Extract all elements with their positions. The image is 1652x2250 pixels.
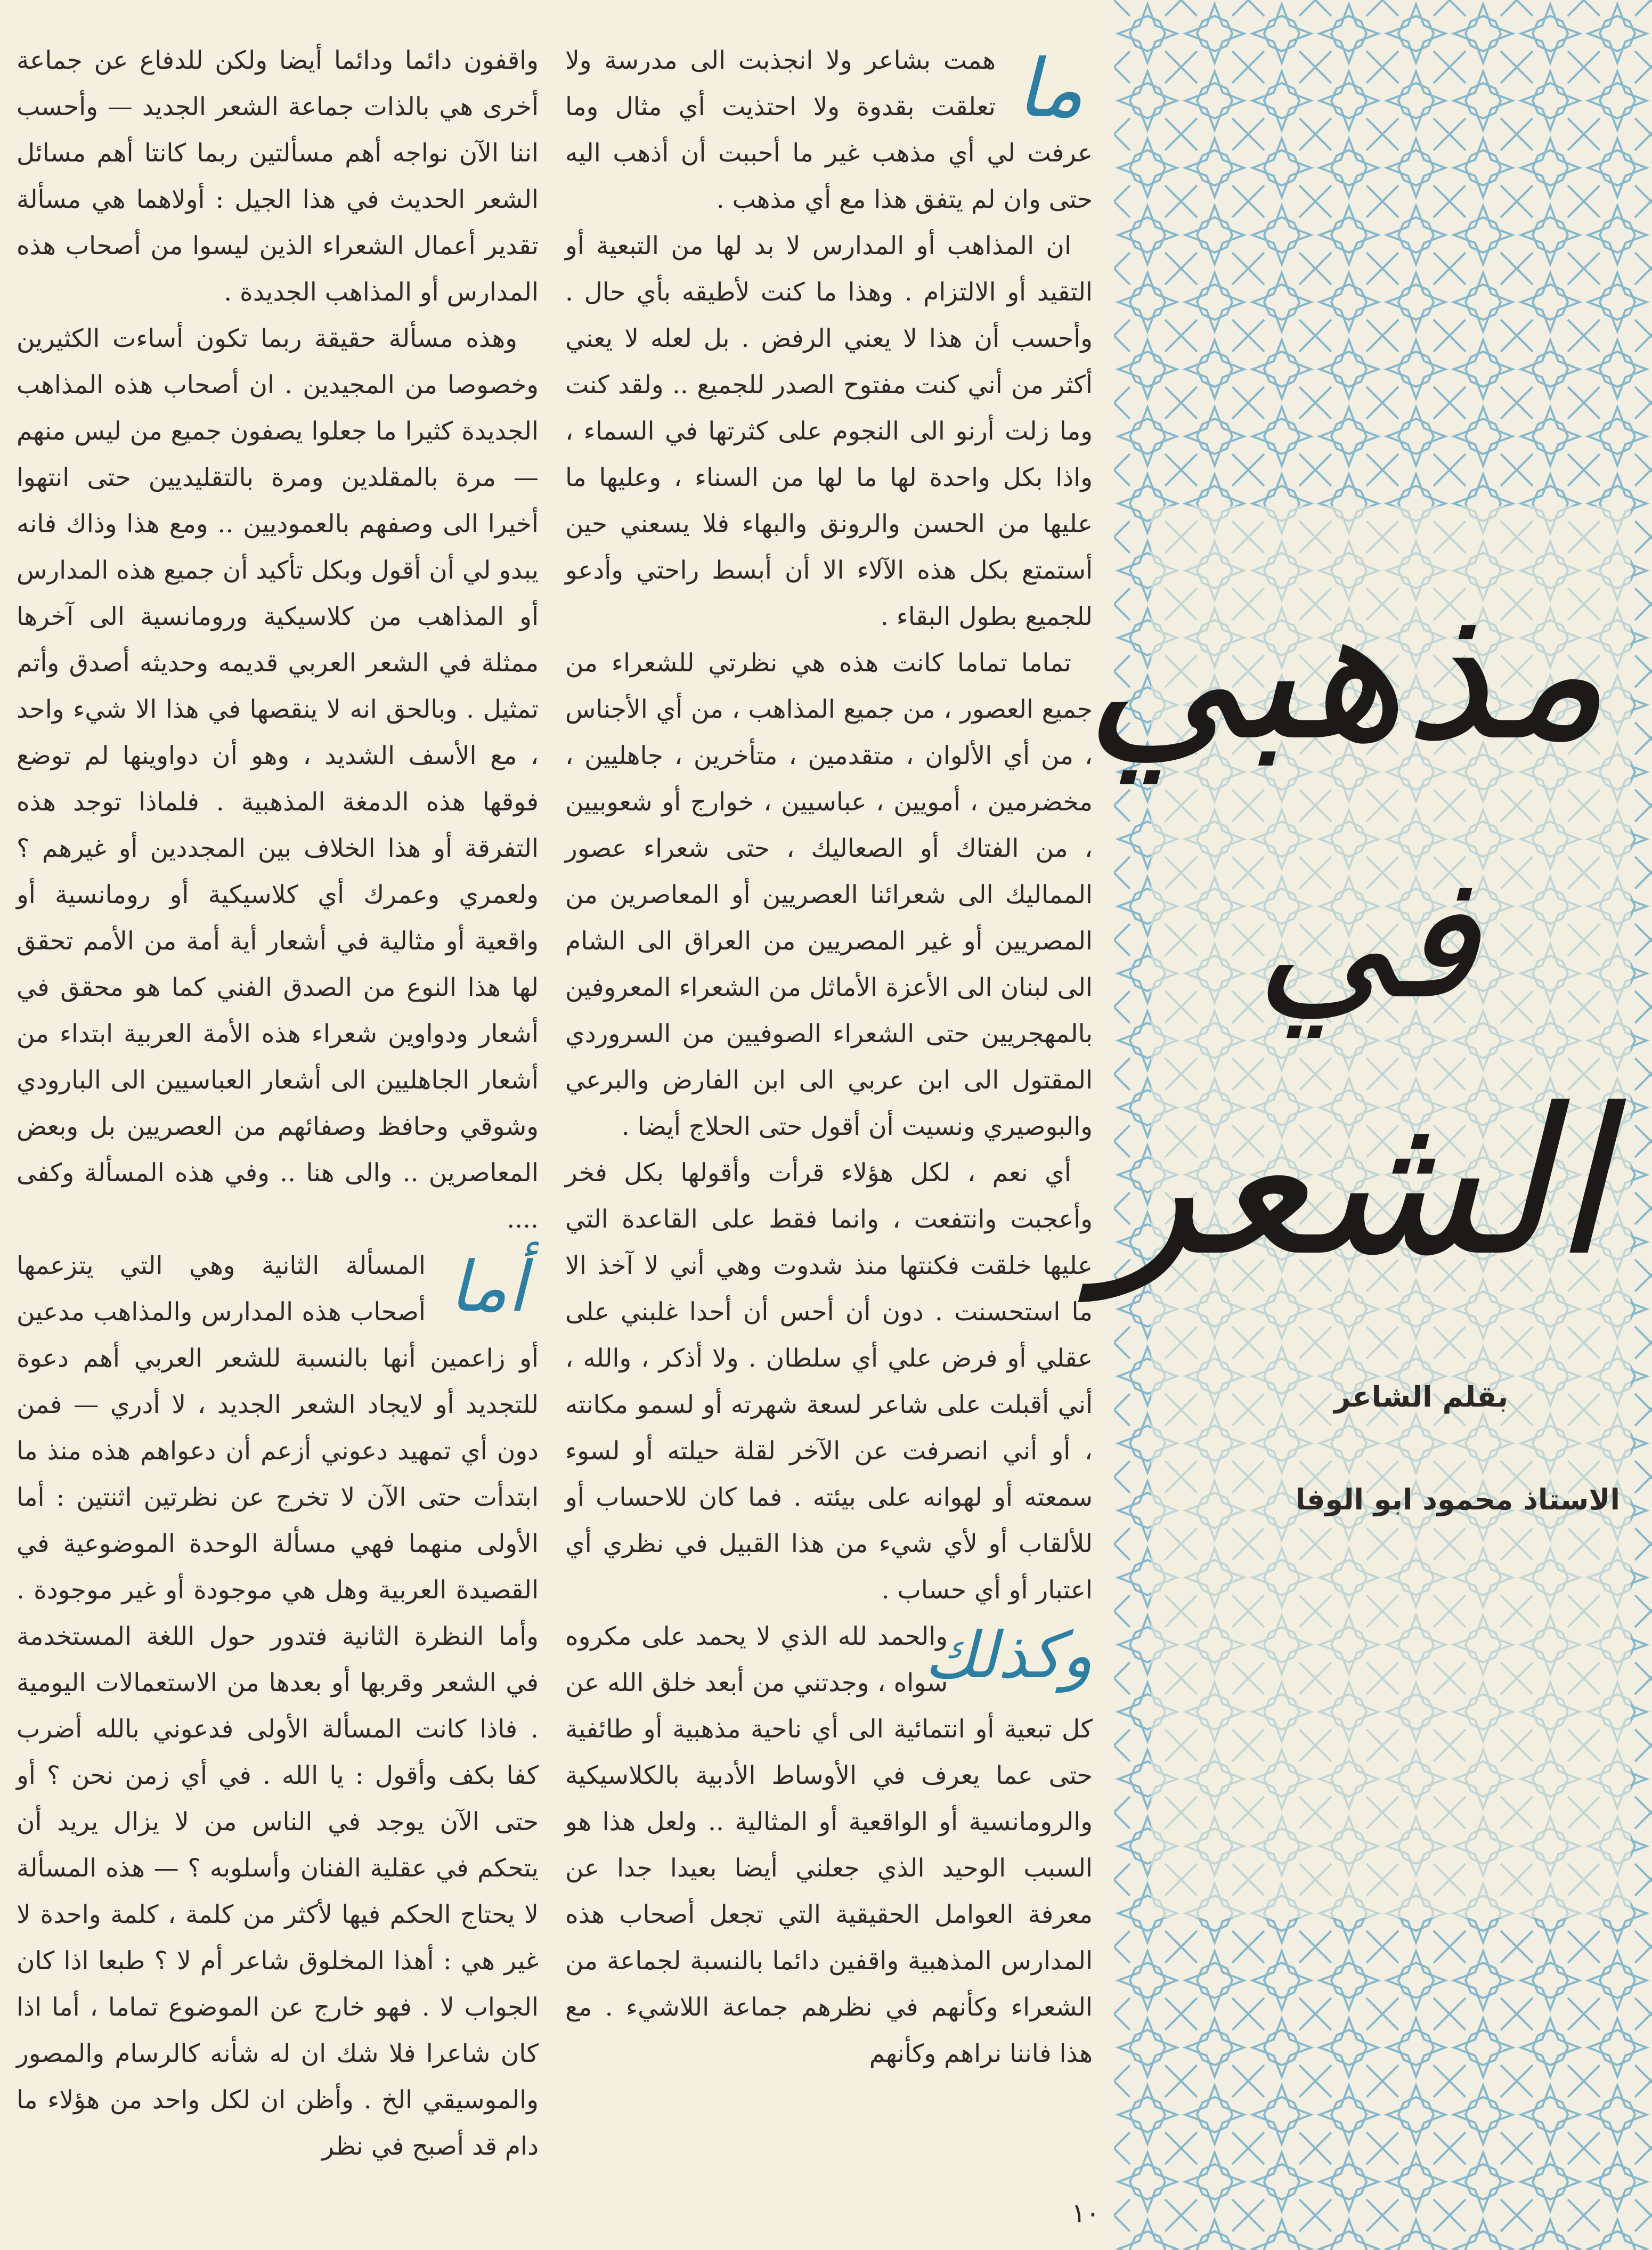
paragraph: واقفون دائما ودائما أيضا ولكن للدفاع عن جماعة أخرى هي بالذات جماعة الشعر الجديد — وأحسب اننا الآن نواجه أهم مسألتين ربما كانتا أهم مسائل الشعر الحديث في هذا الجيل : أولاهما هي مسألة تقدير أعمال الشعراء الذين ليسوا من أصحاب هذه المدارس أو المذاهب الجديدة .: [17, 46, 539, 307]
dropcap-ma: ما: [1016, 43, 1084, 135]
title-line-2: في: [1255, 839, 1479, 1037]
byline-prefix: بقلم الشاعر: [1334, 1380, 1508, 1414]
paragraph: ان المذاهب أو المدارس لا بد لها من التبعية أو التقيد أو الالتزام . وهذا ما كنت لأطيقه بأي حال . وأحسب أن هذا لا يعني الرفض . بل لعله لا يعني أكثر من أني كنت مفتوح الصدر للجميع .. ولقد كنت وما زلت أرنو الى النجوم على كثرتها في السماء ، واذا بكل واحدة لها ما لها من السناء ، وعليها ما عليها من الحسن والرونق والبهاء فلا يسعني حين أستمتع بكل هذه الآلاء الا أن أبسط راحتي وأدعو للجميع بطول البقاء .: [565, 231, 1093, 631]
dropcap-kadhalik: وكذلك: [924, 1619, 1093, 1693]
paragraph: المسألة الثانية وهي التي يتزعمها أصحاب هذه المدارس والمذاهب مدعين أو زاعمين أنها بالنسبة للشعر العربي أهم دعوة للتجديد أو لايجاد الشعر الجديد ، لا أدري — فمن دون أي تمهيد دعوني أزعم أن دعواهم هذه منذ ما ابتدأت حتى الآن لا تخرج عن نظرتين اثنتين : أما الأولى منهما فهي مسألة الوحدة الموضوعية في القصيدة العربية وهل هي موجودة أو غير موجودة . وأما النظرة الثانية فتدور حول اللغة المستخدمة في الشعر وقربها أو بعدها من الاستعمالات اليومية . فاذا كانت المسألة الأولى فدعوني بالله أضرب كفا بكف وأقول : يا الله . في أي زمن نحن ؟ أو حتى الآن يوجد في الناس من لا يزال يريد أن يتحكم في عقلية الفنان وأسلوبه ؟ — هذه المسألة لا يحتاج الحكم فيها لأكثر من كلمة ، كلمة واحدة لا غير هي : أهذا المخلوق شاعر أم لا ؟ طبعا اذا كان الجواب لا . فهو خارج عن الموضوع تماما ، أما اذا كان شاعرا فلا شك ان له شأنه كالرسام والمصور والموسيقي الخ . وأظن ان لكل واحد من هؤلاء ما دام قد أصبح في نظر: [17, 1251, 539, 2161]
title-line-1: مذهبي: [1084, 559, 1607, 783]
title-line-3: الشعر: [1098, 1065, 1607, 1301]
paragraph: والحمد لله الذي لا يحمد على مكروه سواه ، وجدتني من أبعد خلق الله عن كل تبعية أو انتمائية الى أي ناحية مذهبية أو طائفية حتى عما يعرف في الأوساط الأدبية بالكلاسيكية والرومانسية أو الواقعية أو المثالية .. ولعل هذا هو السبب الوحيد الذي جعلني أيضا بعيدا جدا عن معرفة العوامل الحقيقية التي تجعل أصحاب هذه المدارس المذهبية واقفين دائما بالنسبة لجماعة من الشعراء وكأنهم في نظرهم جماعة اللاشيء . مع هذا فاننا نراهم وكأنهم: [565, 1622, 1093, 2068]
text-column-left: [17, 37, 539, 2227]
paragraph: أي نعم ، لكل هؤلاء قرأت وأقولها بكل فخر وأعجبت وانتفعت ، وانما فقط على القاعدة التي عليها خلقت فكنتها منذ شدوت وهي أني لا آخذ الا ما استحسنت . دون أن أحس أن أحدا غلبني على عقلي أو فرض علي أي سلطان . ولا أذكر ، والله ، أني أقبلت على شاعر لسعة شهرته أو لسمو مكانته ، أو أني انصرفت عن الآخر لقلة حيلته أو لسوء سمعته أو لهوانه على بيئته . فما كان للاحساب أو للألقاب أو لأي شيء من هذا القبيل في نظري أي اعتبار أو أي حساب .: [565, 1158, 1093, 1605]
dropcap-amma: أما: [449, 1246, 527, 1327]
author-byline: [1194, 1380, 1620, 1516]
text-column-right: [565, 37, 1093, 2227]
paragraph: وهذه مسألة حقيقة ربما تكون أساءت الكثيرين وخصوصا من المجيدين . ان أصحاب هذه المذاهب الجديدة كثيرا ما جعلوا يصفون جميع من ليس منهم — مرة بالمقلدين ومرة بالتقليديين حتى انتهوا أخيرا الى وصفهم بالعموديين .. ومع هذا وذاك فانه يبدو لي أن أقول وبكل تأكيد أن جميع هذه المدارس أو المذاهب من كلاسيكية ورومانسية الى آخرها ممثلة في الشعر العربي قديمه وحديثه أصدق وأتم تمثيل . وبالحق انه لا ينقصها في هذا الا شيء واحد ، مع الأسف الشديد ، وهو أن دواوينها لم توضع فوقها هذه الدمغة المذهبية . فلماذا توجد هذه التفرقة أو هذا الخلاف بين المجددين أو غيرهم ؟ ولعمري وعمرك أي كلاسيكية أو رومانسية أو واقعية أو مثالية في أشعار أية أمة من الأمم تحقق لها هذا النوع من الصدق الفني كما هو محقق في أشعار ودواوين شعراء هذه الأمة العربية ابتداء من أشعار الجاهليين الى أشعار العباسيين الى البارودي وشوقي وحافظ وصفائهم من العصريين بل وبعض المعاصرين .. والى هنا .. وفي هذه المسألة وكفى ....: [17, 324, 539, 1234]
page-number: ١٠: [1071, 2198, 1100, 2229]
paragraph: همت بشاعر ولا انجذبت الى مدرسة ولا تعلقت بقدوة ولا احتذيت أي مثال وما عرفت لي أي مذهب غير ما أحببت أن أذهب اليه حتى وان لم يتفق هذا مع أي مذهب .: [565, 46, 1093, 214]
calligraphic-title: [1084, 559, 1607, 1321]
byline-author: الاستاذ محمود ابو الوفا: [1295, 1483, 1620, 1516]
paragraph: تماما تماما كانت هذه هي نظرتي للشعراء من جميع العصور ، من جميع المذاهب ، من أي الأجناس ، من أي الألوان ، متقدمين ، متأخرين ، جاهليين ، مخضرمين ، أمويين ، عباسيين ، خوارج أو شعوبيين ، من الفتاك أو الصعاليك ، حتى شعراء عصور المماليك الى شعرائنا العصريين أو المعاصرين من المصريين أو غير المصريين من العراق الى الشام الى لبنان الى الأعزة الأماثل من الشعراء المعروفين بالمهجريين حتى الشعراء الصوفيين من السروردي المقتول الى ابن عربي الى ابن الفارض والبرعي والبوصيري ونسيت أن أقول حتى الحلاج أيضا .: [565, 648, 1093, 1141]
